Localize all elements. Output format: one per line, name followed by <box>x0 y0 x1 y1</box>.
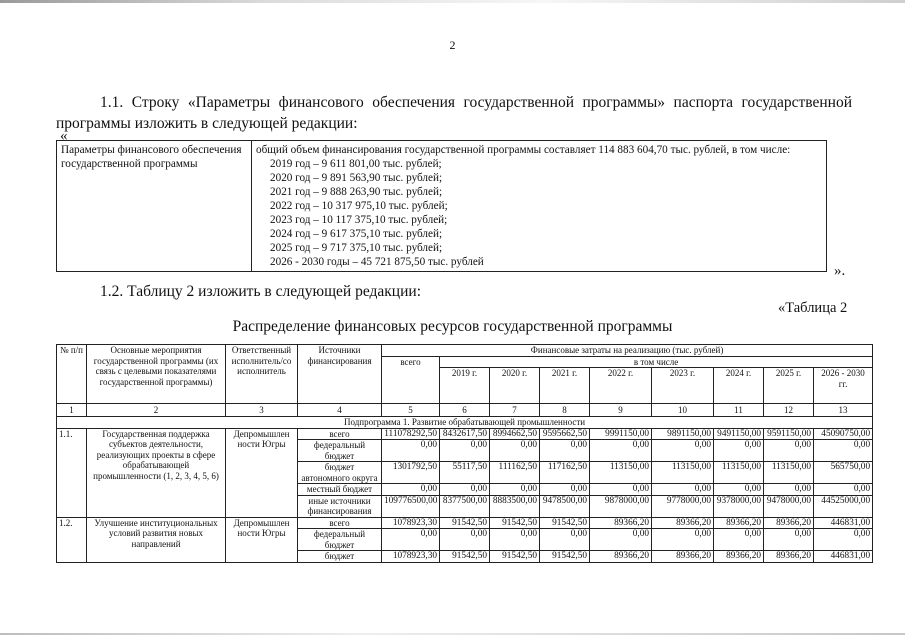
amount-cell: 91542,50 <box>490 517 540 529</box>
amount-cell: 9478000,00 <box>764 495 814 517</box>
amount-cell: 0,00 <box>382 529 440 551</box>
amount-cell: 9991150,00 <box>590 428 652 440</box>
amount-cell: 0,00 <box>814 484 873 496</box>
funding-source: иные источники финансирования <box>298 495 382 517</box>
amount-cell: 117162,50 <box>540 462 590 484</box>
funding-source: бюджет автономного округа <box>298 462 382 484</box>
header-num: № п/п <box>57 345 87 404</box>
amount-cell: 0,00 <box>382 440 440 462</box>
funding-source: всего <box>298 517 382 529</box>
header-year: 2020 г. <box>490 368 540 404</box>
amount-cell: 0,00 <box>652 484 714 496</box>
amount-cell: 0,00 <box>590 484 652 496</box>
amount-cell: 565750,00 <box>814 462 873 484</box>
scan-edge-bottom <box>0 633 905 635</box>
amount-cell: 89366,20 <box>652 517 714 529</box>
table-row <box>57 428 873 440</box>
header-total: всего <box>382 356 440 404</box>
funding-source: местный бюджет <box>298 484 382 496</box>
amount-cell: 0,00 <box>440 484 490 496</box>
header-year: 2021 г. <box>540 368 590 404</box>
amount-cell: 0,00 <box>714 440 764 462</box>
amount-cell: 9491150,00 <box>714 428 764 440</box>
item-executor: Депромышлен ности Югры <box>226 517 298 562</box>
passport-year: 2025 год – 9 717 375,10 тыс. рублей; <box>270 242 443 254</box>
amount-cell: 0,00 <box>382 484 440 496</box>
funding-source: бюджет <box>298 551 382 563</box>
passport-values <box>252 141 827 272</box>
paragraph-1-2: 1.2. Таблицу 2 изложить в следующей редакции: <box>100 283 421 300</box>
amount-cell: 0,00 <box>590 529 652 551</box>
amount-cell: 89366,20 <box>590 517 652 529</box>
amount-cell: 446831,00 <box>814 551 873 563</box>
scan-edge-top <box>0 0 905 3</box>
header-year: 2025 г. <box>764 368 814 404</box>
amount-cell: 446831,00 <box>814 517 873 529</box>
subprogram-title: Подпрограмма 1. Развитие обрабатывающей промышленности <box>57 417 873 429</box>
column-index: 12 <box>764 404 814 417</box>
amount-cell: 0,00 <box>764 529 814 551</box>
amount-cell: 0,00 <box>490 484 540 496</box>
amount-cell: 0,00 <box>714 529 764 551</box>
column-index: 6 <box>440 404 490 417</box>
amount-cell: 111162,50 <box>490 462 540 484</box>
column-index: 8 <box>540 404 590 417</box>
column-index: 4 <box>298 404 382 417</box>
amount-cell: 8994662,50 <box>490 428 540 440</box>
amount-cell: 8432617,50 <box>440 428 490 440</box>
item-activity: Государственная поддержка субъектов деятельности, реализующих проекты в сфере обрабатывающей промышленности (1, 2, 3, 4, 5, 6) <box>87 428 226 517</box>
passport-year: 2021 год – 9 888 263,90 тыс. рублей; <box>270 186 443 198</box>
amount-cell: 91542,50 <box>540 517 590 529</box>
column-index: 2 <box>87 404 226 417</box>
column-index: 9 <box>590 404 652 417</box>
amount-cell: 113150,00 <box>714 462 764 484</box>
amount-cell: 0,00 <box>590 440 652 462</box>
financial-table-body <box>57 428 873 562</box>
amount-cell: 9878000,00 <box>590 495 652 517</box>
amount-cell: 113150,00 <box>764 462 814 484</box>
page-number: 2 <box>449 38 456 52</box>
amount-cell: 55117,50 <box>440 462 490 484</box>
amount-cell: 44525000,00 <box>814 495 873 517</box>
table-caption: «Таблица 2 <box>778 300 848 316</box>
amount-cell: 8377500,00 <box>440 495 490 517</box>
header-year: 2024 г. <box>714 368 764 404</box>
header-executor: Ответственный исполнитель/со исполнитель <box>226 345 298 404</box>
column-index: 1 <box>57 404 87 417</box>
amount-cell: 0,00 <box>814 440 873 462</box>
header-year: 2023 г. <box>652 368 714 404</box>
amount-cell: 91542,50 <box>440 517 490 529</box>
amount-cell: 9478500,00 <box>540 495 590 517</box>
header-sources: Источники финансирования <box>298 345 382 404</box>
amount-cell: 9591150,00 <box>764 428 814 440</box>
column-index: 11 <box>714 404 764 417</box>
amount-cell: 1301792,50 <box>382 462 440 484</box>
amount-cell: 9595662,50 <box>540 428 590 440</box>
amount-cell: 0,00 <box>540 529 590 551</box>
amount-cell: 9891150,00 <box>652 428 714 440</box>
amount-cell: 0,00 <box>440 440 490 462</box>
amount-cell: 0,00 <box>764 440 814 462</box>
amount-cell: 89366,20 <box>652 551 714 563</box>
amount-cell: 89366,20 <box>714 551 764 563</box>
item-activity: Улучшение институциональных условий развития новых направлений <box>87 517 226 562</box>
financial-table <box>56 344 873 563</box>
quote-open: « <box>60 128 68 144</box>
amount-cell: 9778000,00 <box>652 495 714 517</box>
amount-cell: 0,00 <box>652 529 714 551</box>
paragraph-1-1: 1.1. Строку «Параметры финансового обеспечения государственной программы» паспорта государственной программы изложить в следующей редакции: <box>56 94 852 132</box>
amount-cell: 113150,00 <box>590 462 652 484</box>
item-number: 1.2. <box>57 517 87 562</box>
amount-cell: 0,00 <box>714 484 764 496</box>
amount-cell: 0,00 <box>490 529 540 551</box>
funding-source: федеральный бюджет <box>298 440 382 462</box>
amount-cell: 89366,20 <box>590 551 652 563</box>
quote-close: ». <box>834 263 846 279</box>
header-costs: Финансовые затраты на реализацию (тыс. рублей) <box>382 345 873 357</box>
amount-cell: 0,00 <box>540 484 590 496</box>
amount-cell: 89366,20 <box>764 551 814 563</box>
amount-cell: 45090750,00 <box>814 428 873 440</box>
passport-table <box>56 140 827 272</box>
passport-year: 2020 год – 9 891 563,90 тыс. рублей; <box>270 172 443 184</box>
amount-cell: 89366,20 <box>764 517 814 529</box>
column-index-row <box>57 404 873 417</box>
column-index: 5 <box>382 404 440 417</box>
table-title: Распределение финансовых ресурсов государственной программы <box>232 318 673 335</box>
amount-cell: 0,00 <box>540 440 590 462</box>
passport-year: 2023 год – 10 117 375,10 тыс. рублей; <box>270 214 448 226</box>
amount-cell: 0,00 <box>652 440 714 462</box>
column-index: 10 <box>652 404 714 417</box>
amount-cell: 91542,50 <box>490 551 540 563</box>
header-year: 2019 г. <box>440 368 490 404</box>
amount-cell: 0,00 <box>814 529 873 551</box>
passport-year: 2022 год – 10 317 975,10 тыс. рублей; <box>270 200 448 212</box>
amount-cell: 91542,50 <box>540 551 590 563</box>
passport-year: 2024 год – 9 617 375,10 тыс. рублей; <box>270 228 443 240</box>
funding-source: федеральный бюджет <box>298 529 382 551</box>
passport-year: 2019 год – 9 611 801,00 тыс. рублей; <box>270 158 442 170</box>
header-year: 2022 г. <box>590 368 652 404</box>
amount-cell: 1078923,30 <box>382 551 440 563</box>
header-activity: Основные мероприятия государственной программы (их связь с целевыми показателями государственной программы) <box>87 345 226 404</box>
amount-cell: 111078292,50 <box>382 428 440 440</box>
passport-label: Параметры финансового обеспечения государственной программы <box>57 141 252 272</box>
amount-cell: 0,00 <box>440 529 490 551</box>
amount-cell: 89366,20 <box>714 517 764 529</box>
amount-cell: 8883500,00 <box>490 495 540 517</box>
column-index: 3 <box>226 404 298 417</box>
header-year: 2026 - 2030 гг. <box>814 368 873 404</box>
item-number: 1.1. <box>57 428 87 517</box>
passport-year: 2026 - 2030 годы – 45 721 875,50 тыс. рублей <box>270 256 484 268</box>
amount-cell: 0,00 <box>490 440 540 462</box>
table-row <box>57 517 873 529</box>
funding-source: всего <box>298 428 382 440</box>
amount-cell: 1078923,30 <box>382 517 440 529</box>
amount-cell: 113150,00 <box>652 462 714 484</box>
column-index: 7 <box>490 404 540 417</box>
amount-cell: 0,00 <box>764 484 814 496</box>
passport-total: общий объем финансирования государственной программы составляет 114 883 604,70 тыс. рублей, в том числе: <box>256 144 791 156</box>
amount-cell: 91542,50 <box>440 551 490 563</box>
amount-cell: 109776500,00 <box>382 495 440 517</box>
header-incl: в том числе <box>440 356 873 368</box>
item-executor: Депромышлен ности Югры <box>226 428 298 517</box>
column-index: 13 <box>814 404 873 417</box>
amount-cell: 9378000,00 <box>714 495 764 517</box>
